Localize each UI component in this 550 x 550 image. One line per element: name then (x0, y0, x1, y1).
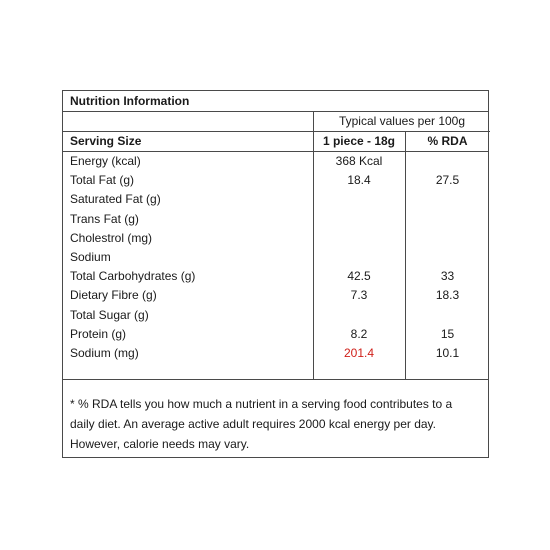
table-row (63, 286, 488, 305)
typical-values-spacer (63, 112, 313, 132)
row-name: Energy (kcal) (70, 154, 141, 168)
row-name: Total Carbohydrates (g) (70, 269, 196, 284)
row-piece-value: 368 Kcal (335, 154, 383, 168)
row-rda-value: 18.3 (435, 288, 460, 303)
row-rda-value: 10.1 (435, 345, 460, 360)
table-row (63, 229, 488, 248)
rda-footnote: * % RDA tells you how much a nutrient in a serving food contributes to a daily diet. An average active adult requires 2000 kcal energy per day. However, calorie needs may vary. (70, 397, 453, 451)
row-rda-value: 27.5 (435, 173, 460, 188)
row-piece-value: 18.4 (347, 173, 371, 188)
table-row (63, 190, 488, 209)
header-serving-size: Serving Size (70, 134, 142, 148)
header-rda: % RDA (427, 134, 468, 148)
row-piece-value: 8.2 (350, 326, 368, 341)
row-name: Protein (g) (70, 326, 127, 341)
row-name: Saturated Fat (g) (70, 192, 161, 207)
row-rda-value: 33 (440, 269, 455, 284)
table-row (63, 210, 488, 229)
footnote-divider (63, 379, 488, 380)
row-piece-value-highlighted: 201.4 (343, 345, 375, 360)
row-name: Total Fat (g) (70, 173, 135, 188)
typical-values-label: Typical values per 100g (313, 112, 490, 132)
row-name: Total Sugar (g) (70, 307, 149, 322)
table-row (63, 248, 488, 267)
row-name: Sodium (mg) (70, 345, 139, 360)
table-row (63, 325, 488, 344)
table-title: Nutrition Information (63, 91, 488, 112)
row-piece-value: 7.3 (350, 288, 368, 303)
nutrition-table (62, 90, 489, 458)
row-name: Dietary Fibre (g) (70, 288, 157, 303)
row-name: Cholestrol (mg) (70, 230, 153, 245)
table-header-row (63, 132, 488, 152)
header-piece: 1 piece - 18g (322, 134, 396, 148)
row-name: Sodium (70, 249, 111, 264)
table-row (63, 306, 488, 325)
table-body (63, 152, 488, 363)
row-name: Trans Fat (g) (70, 211, 139, 226)
row-rda-value: 15 (440, 326, 455, 341)
table-row (63, 344, 488, 363)
table-row (63, 267, 488, 286)
row-piece-value: 42.5 (347, 269, 371, 284)
table-row (63, 152, 488, 171)
table-row (63, 171, 488, 190)
